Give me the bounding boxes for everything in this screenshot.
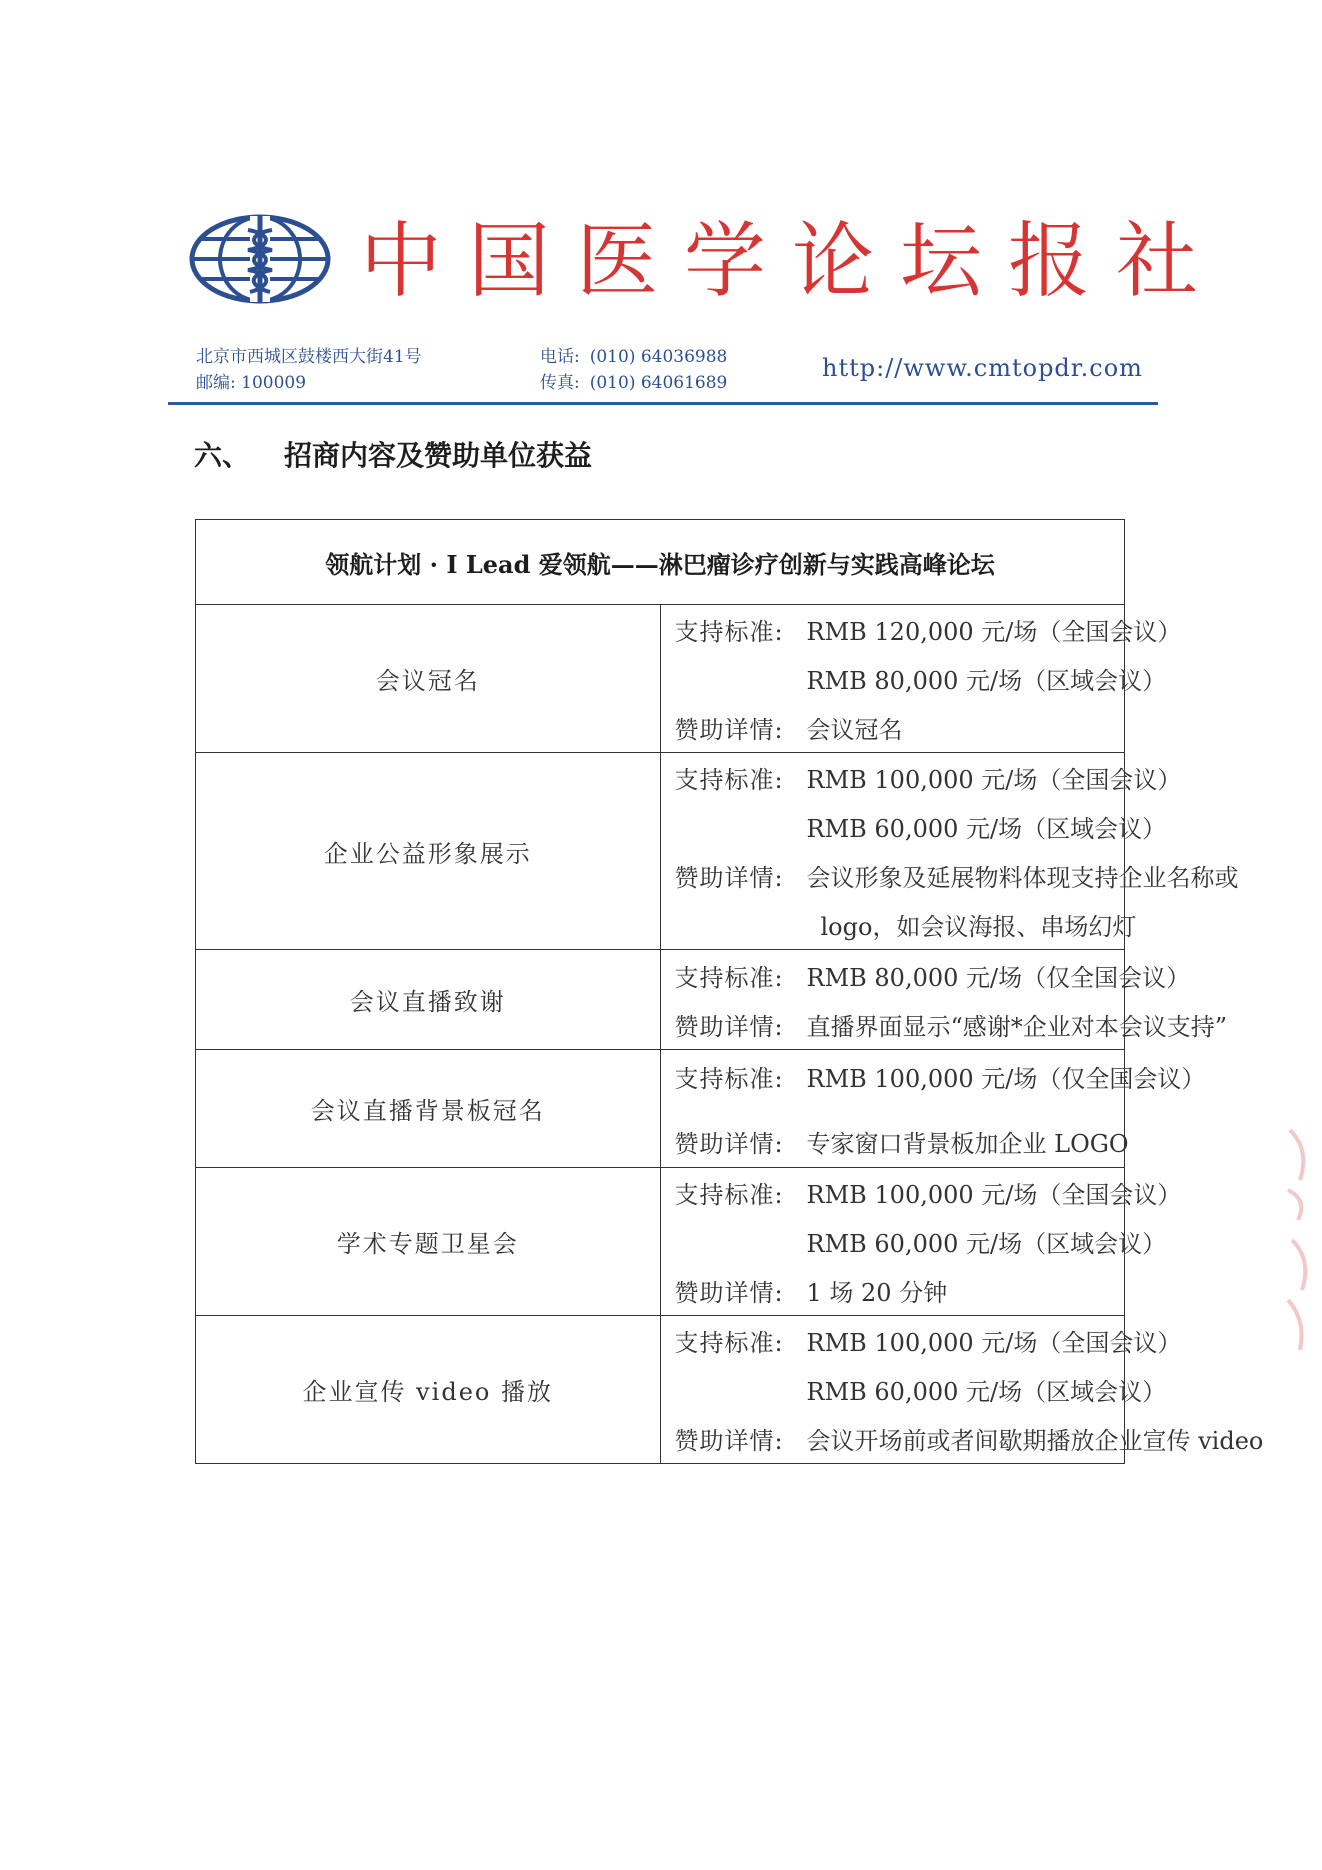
- detail-label: 赞助详情:: [674, 864, 784, 892]
- item-detail: [660, 605, 1182, 753]
- detail-value: 会议形象及延展物料体现支持企业名称或: [806, 864, 1239, 892]
- detail-value: 直播界面显示“感谢*企业对本会议支持”: [806, 1012, 1228, 1041]
- phone-label: 电话:: [540, 347, 580, 367]
- detail-label: 赞助详情:: [674, 1012, 784, 1041]
- table-row: [196, 753, 1125, 950]
- fax-label: 传真:: [540, 373, 580, 393]
- table-row: [196, 1168, 1125, 1316]
- support-value: RMB 100,000 元/场（仅全国会议）: [806, 1064, 1206, 1093]
- table-row: [196, 950, 1125, 1050]
- support-value: RMB 100,000 元/场（全国会议）: [806, 766, 1182, 794]
- postal-code: 邮编: 100009: [196, 373, 307, 393]
- contact-block: [540, 344, 727, 396]
- phone-number: (010) 64036988: [589, 347, 728, 367]
- table-row: [196, 605, 1125, 753]
- organization-name: 中国医学论坛报社: [360, 214, 1225, 309]
- item-name: 会议直播背景板冠名: [196, 1050, 661, 1168]
- support-label: 支持标准:: [674, 618, 784, 646]
- support-label: 支持标准:: [674, 963, 784, 992]
- fax-line: [540, 370, 727, 396]
- item-name: 学术专题卫星会: [196, 1168, 661, 1316]
- detail-value: 会议冠名: [806, 716, 903, 744]
- detail-value: 专家窗口背景板加企业 LOGO: [806, 1129, 1129, 1158]
- detail-label: 赞助详情:: [674, 1129, 784, 1158]
- detail-label: 赞助详情:: [674, 1279, 784, 1307]
- detail-value: 1 场 20 分钟: [806, 1279, 948, 1307]
- support-value: RMB 60,000 元/场（区域会议）: [806, 815, 1167, 843]
- item-detail: [660, 1168, 1182, 1316]
- item-detail: [660, 1316, 1264, 1464]
- table-row: [196, 1050, 1125, 1168]
- detail-label: 赞助详情:: [674, 1427, 784, 1455]
- item-name: 企业公益形象展示: [196, 753, 661, 950]
- support-label: 支持标准:: [674, 766, 784, 794]
- support-label: 支持标准:: [674, 1181, 784, 1209]
- support-value: RMB 60,000 元/场（区域会议）: [806, 1378, 1167, 1406]
- section-heading: [194, 434, 592, 474]
- address-block: [196, 344, 422, 396]
- detail-label: 赞助详情:: [674, 716, 784, 744]
- item-name: 会议冠名: [196, 605, 661, 753]
- support-value: RMB 100,000 元/场（全国会议）: [806, 1329, 1182, 1357]
- table-header-row: [196, 520, 1125, 605]
- table-row: [196, 1316, 1125, 1464]
- item-detail: [660, 753, 1239, 950]
- detail-value: 会议开场前或者间歇期播放企业宣传 video: [806, 1427, 1264, 1455]
- item-name: 会议直播致谢: [196, 950, 661, 1050]
- section-number: 六、: [194, 439, 251, 472]
- support-value: RMB 80,000 元/场（区域会议）: [806, 667, 1167, 695]
- detail-value: logo，如会议海报、串场幻灯: [820, 913, 1137, 941]
- item-detail: [660, 1050, 1206, 1168]
- support-label: 支持标准:: [674, 1329, 784, 1357]
- phone-line: [540, 344, 727, 370]
- globe-caduceus-logo: [188, 212, 332, 306]
- support-value: RMB 120,000 元/场（全国会议）: [806, 618, 1182, 646]
- item-name: 企业宣传 video 播放: [196, 1316, 661, 1464]
- address-line: 北京市西城区鼓楼西大街41号: [196, 347, 422, 367]
- section-title: 招商内容及赞助单位获益: [284, 439, 593, 472]
- table-title: 领航计划 · I Lead 爱领航——淋巴瘤诊疗创新与实践高峰论坛: [196, 520, 1125, 605]
- seal-stamp-fragment: [1280, 1120, 1320, 1380]
- support-value: RMB 80,000 元/场（仅全国会议）: [806, 963, 1191, 992]
- website-url: http://www.cmtopdr.com: [822, 354, 1143, 382]
- fax-number: (010) 64061689: [589, 373, 728, 393]
- item-detail: [660, 950, 1228, 1050]
- support-label: 支持标准:: [674, 1064, 784, 1093]
- support-value: RMB 100,000 元/场（全国会议）: [806, 1181, 1182, 1209]
- sponsorship-table: [195, 519, 1264, 1464]
- support-value: RMB 60,000 元/场（区域会议）: [806, 1230, 1167, 1258]
- header-divider: [168, 402, 1158, 405]
